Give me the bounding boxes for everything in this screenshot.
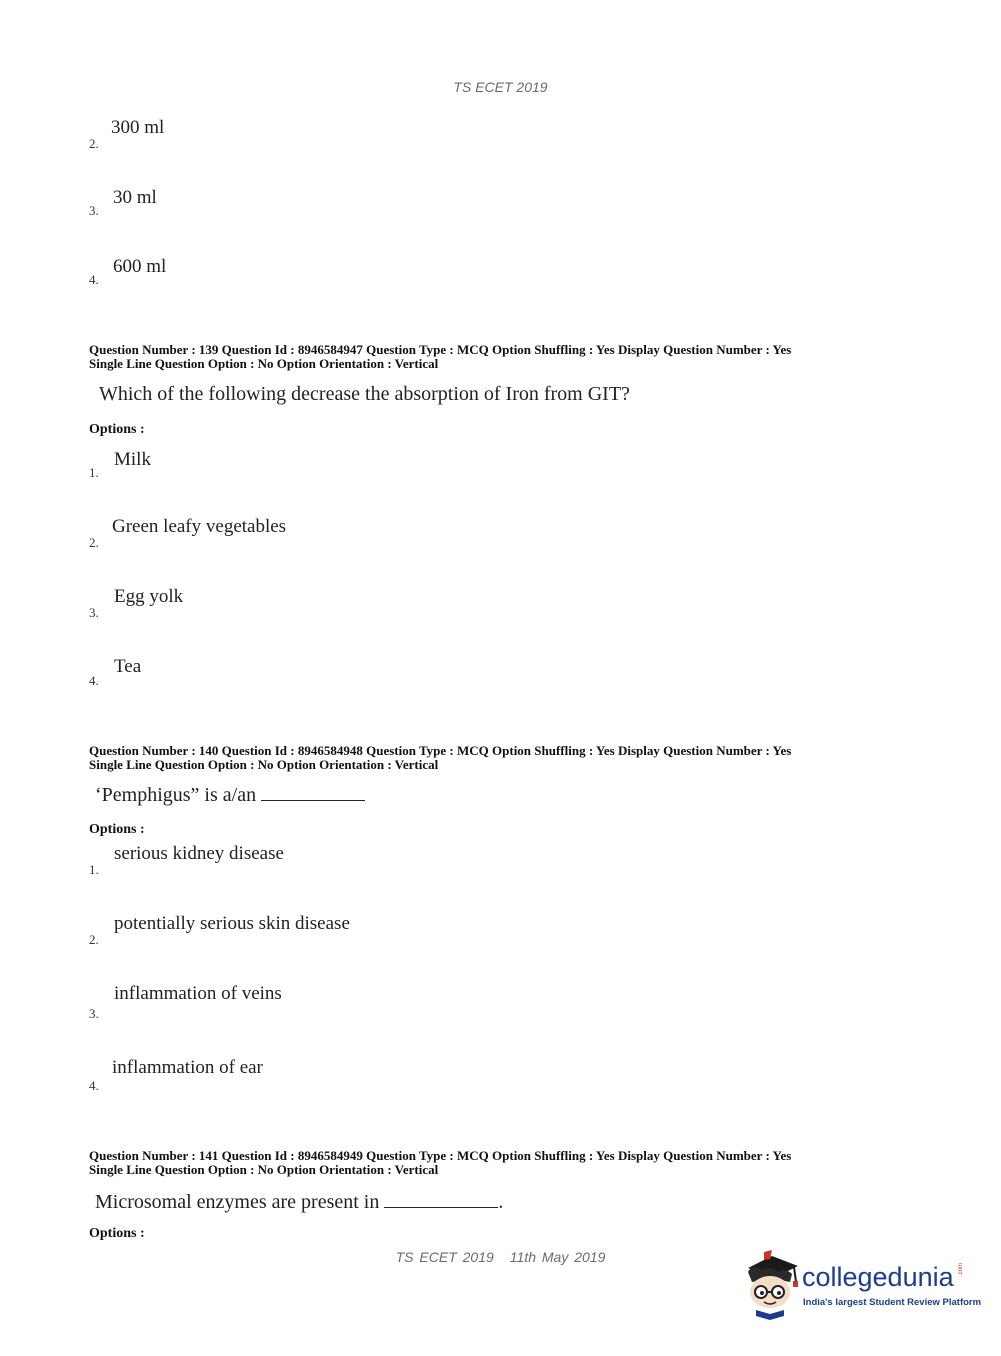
logo-wordmark: collegedunia: [802, 1262, 954, 1292]
option-text: Green leafy vegetables: [112, 516, 287, 537]
question-text: [95, 1189, 503, 1214]
option-text: potentially serious skin disease: [114, 913, 350, 934]
question-meta-line1: Question Number : 140 Question Id : 8946584948 Question Type : MCQ Option Shuffling : Yes Display Question Number : Yes: [89, 743, 792, 758]
question-meta-line2: Single Line Question Option : No Option Orientation : Vertical: [89, 1162, 439, 1177]
option-text: 30 ml: [113, 187, 157, 208]
option-number: 1.: [89, 862, 99, 877]
logo-tagline: India's largest Student Review Platform: [803, 1297, 982, 1308]
option-text: 300 ml: [111, 117, 165, 138]
answer-blank: [261, 782, 365, 801]
option-number: 4.: [89, 272, 99, 287]
option-text: inflammation of veins: [114, 983, 282, 1004]
option-text: Egg yolk: [114, 586, 184, 607]
option-number: 3.: [89, 203, 99, 218]
collegedunia-mascot-icon: [742, 1250, 804, 1320]
option-number: 2.: [89, 932, 99, 947]
option-text: 600 ml: [113, 256, 167, 277]
options-label: Options :: [89, 822, 145, 837]
question-text: [95, 782, 365, 807]
option-text: Milk: [114, 449, 151, 470]
question-text-body: ‘Pemphigus” is a/an: [95, 784, 257, 806]
question-text: Which of the following decrease the absorption of Iron from GIT?: [99, 383, 630, 405]
option-number: 2.: [89, 136, 99, 151]
footer-date: 11th May 2019: [509, 1249, 606, 1265]
question-meta-line1: Question Number : 139 Question Id : 8946584947 Question Type : MCQ Option Shuffling : Yes Display Question Number : Yes: [89, 342, 792, 357]
logo-domain-suffix: .com: [958, 1262, 964, 1276]
options-label: Options :: [89, 1226, 145, 1241]
question-meta-line2: Single Line Question Option : No Option Orientation : Vertical: [89, 757, 439, 772]
page-header: TS ECET 2019: [453, 79, 548, 95]
footer-exam: TS ECET 2019: [395, 1249, 494, 1265]
option-number: 2.: [89, 535, 99, 550]
option-number: 4.: [89, 1078, 99, 1093]
option-number: 3.: [89, 605, 99, 620]
question-text-end: .: [498, 1191, 504, 1213]
answer-blank: [384, 1189, 498, 1208]
option-number: 1.: [89, 465, 99, 480]
option-text: serious kidney disease: [114, 843, 284, 864]
question-meta-line2: Single Line Question Option : No Option Orientation : Vertical: [89, 356, 439, 371]
options-label: Options :: [89, 422, 145, 437]
option-number: 3.: [89, 1006, 99, 1021]
option-text: inflammation of ear: [112, 1057, 263, 1078]
option-number: 4.: [89, 673, 99, 688]
question-text-body: Microsomal enzymes are present in: [95, 1191, 380, 1213]
question-meta-line1: Question Number : 141 Question Id : 8946584949 Question Type : MCQ Option Shuffling : Yes Display Question Number : Yes: [89, 1148, 792, 1163]
option-text: Tea: [114, 656, 142, 677]
